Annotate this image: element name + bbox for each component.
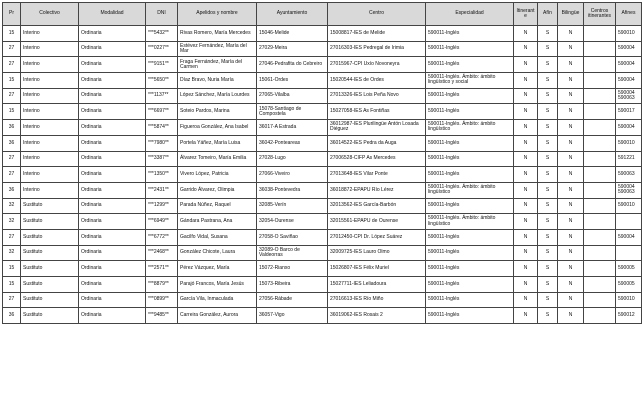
col-centros-itinerantes-cell	[584, 41, 616, 57]
col-ayuntamiento-cell: 32089-O Barco de Valdeorras	[257, 245, 328, 261]
col-especialidad-header: Especialidad	[426, 3, 514, 26]
table-row	[3, 308, 642, 324]
col-ayuntamiento-cell: 36057-Vigo	[257, 308, 328, 324]
col-modalidad-cell: Ordinaria	[79, 229, 146, 245]
col-dni-cell: ***2468**	[146, 245, 178, 261]
col-afin-cell: S	[538, 73, 558, 89]
col-pr-cell: 27	[3, 57, 21, 73]
col-centro-cell: 36018872-EPAPU Río Lérez	[328, 182, 426, 198]
col-itinerante-cell: N	[514, 214, 538, 230]
col-itinerante-cell: N	[514, 151, 538, 167]
col-centro-cell: 15026807-IES Félix Muriel	[328, 261, 426, 277]
col-modalidad-header: Modalidad	[79, 3, 146, 26]
col-afines-cell: 590010	[616, 198, 642, 214]
col-centro-cell: 36019062-IES Rosais 2	[328, 308, 426, 324]
col-colectivo-cell: Sustituto	[21, 229, 79, 245]
col-ayuntamiento-cell: 27029-Meira	[257, 41, 328, 57]
col-ayuntamiento-cell: 32054-Ourense	[257, 214, 328, 230]
col-bilingue-cell: N	[558, 41, 584, 57]
col-ayuntamiento-cell: 15061-Ordes	[257, 73, 328, 89]
col-pr-cell: 27	[3, 292, 21, 308]
col-centros-itinerantes-cell	[584, 277, 616, 293]
col-centros-itinerantes-cell	[584, 308, 616, 324]
col-ayuntamiento-cell: 27056-Rábade	[257, 292, 328, 308]
col-modalidad-cell: Ordinaria	[79, 104, 146, 120]
table-row	[3, 261, 642, 277]
col-bilingue-cell: N	[558, 104, 584, 120]
col-ayuntamiento-cell: 27058-O Saviñao	[257, 229, 328, 245]
table-row	[3, 104, 642, 120]
col-bilingue-cell: N	[558, 167, 584, 183]
col-centros-itinerantes-cell	[584, 245, 616, 261]
col-colectivo-cell: Interino	[21, 73, 79, 89]
table-body	[3, 26, 642, 324]
col-afines-cell	[616, 245, 642, 261]
col-modalidad-cell: Ordinaria	[79, 135, 146, 151]
col-modalidad-cell: Ordinaria	[79, 214, 146, 230]
col-colectivo-header: Colectivo	[21, 3, 79, 26]
col-apelidos-cell: Soteio Pardos, Marina	[178, 104, 257, 120]
col-colectivo-cell: Interino	[21, 120, 79, 136]
col-itinerante-cell: N	[514, 73, 538, 89]
col-colectivo-cell: Sustituto	[21, 261, 79, 277]
col-pr-cell: 27	[3, 88, 21, 104]
col-modalidad-cell: Ordinaria	[79, 308, 146, 324]
col-ayuntamiento-cell: 36017-A Estrada	[257, 120, 328, 136]
col-colectivo-cell: Sustituto	[21, 308, 79, 324]
col-especialidad-cell: 590011-Inglés. Ámbito: ámbito lingüístico y social	[426, 73, 514, 89]
col-centros-itinerantes-cell	[584, 151, 616, 167]
table-row	[3, 57, 642, 73]
col-dni-cell: ***5432**	[146, 26, 178, 42]
col-colectivo-cell: Interino	[21, 41, 79, 57]
col-centros-itinerantes-cell	[584, 292, 616, 308]
col-pr-cell: 27	[3, 167, 21, 183]
col-especialidad-cell: 590011-Inglés	[426, 167, 514, 183]
col-dni-cell: ***5874**	[146, 120, 178, 136]
col-pr-cell: 36	[3, 135, 21, 151]
col-itinerante-cell: N	[514, 229, 538, 245]
col-afines-cell	[616, 214, 642, 230]
col-centros-itinerantes-cell	[584, 104, 616, 120]
col-bilingue-cell: N	[558, 182, 584, 198]
col-ayuntamiento-cell: 15073-Ribeira	[257, 277, 328, 293]
col-afines-cell: 590010	[616, 26, 642, 42]
col-centros-itinerantes-cell	[584, 167, 616, 183]
col-afin-cell: S	[538, 88, 558, 104]
col-modalidad-cell: Ordinaria	[79, 57, 146, 73]
table-row	[3, 245, 642, 261]
col-bilingue-cell: N	[558, 214, 584, 230]
col-modalidad-cell: Ordinaria	[79, 41, 146, 57]
col-itinerante-cell: N	[514, 88, 538, 104]
col-colectivo-cell: Interino	[21, 135, 79, 151]
col-bilingue-cell: N	[558, 26, 584, 42]
col-apelidos-cell: Parajó Francos, María Jesús	[178, 277, 257, 293]
col-afin-cell: S	[538, 229, 558, 245]
col-afin-cell: S	[538, 182, 558, 198]
col-ayuntamiento-cell: 27065-Vilalba	[257, 88, 328, 104]
col-centro-cell: 36012987-IES Plurilingüe Antón Losada Diéguez	[328, 120, 426, 136]
col-afin-cell: S	[538, 245, 558, 261]
col-apelidos-cell: Fraga Fernández, María del Carmen	[178, 57, 257, 73]
col-apelidos-cell: García Vila, Inmaculada	[178, 292, 257, 308]
assignments-table	[2, 2, 642, 324]
col-apelidos-cell: Parada Núñez, Raquel	[178, 198, 257, 214]
col-dni-cell: ***1299**	[146, 198, 178, 214]
col-especialidad-cell: 590011-Inglés	[426, 41, 514, 57]
col-afines-cell: 591221	[616, 151, 642, 167]
col-apelidos-cell: Pérez Vázquez, María	[178, 261, 257, 277]
col-itinerante-cell: N	[514, 57, 538, 73]
col-dni-cell: ***5650**	[146, 73, 178, 89]
col-bilingue-cell: N	[558, 120, 584, 136]
col-centro-cell: 27012450-CPI Dr. López Suárez	[328, 229, 426, 245]
col-bilingue-cell: N	[558, 229, 584, 245]
col-dni-cell: ***2431**	[146, 182, 178, 198]
col-apelidos-cell: Portela Yáñez, María Luisa	[178, 135, 257, 151]
col-pr-cell: 15	[3, 261, 21, 277]
col-apelidos-cell: Álvarez Tomeiro, María Emilia	[178, 151, 257, 167]
col-bilingue-cell: N	[558, 245, 584, 261]
col-bilingue-cell: N	[558, 277, 584, 293]
col-centros-itinerantes-cell	[584, 57, 616, 73]
table-row	[3, 135, 642, 151]
col-dni-cell: ***6697**	[146, 104, 178, 120]
col-pr-cell: 36	[3, 120, 21, 136]
col-ayuntamiento-cell: 15046-Melide	[257, 26, 328, 42]
col-pr-cell: 27	[3, 151, 21, 167]
col-ayuntamiento-cell: 27028-Lugo	[257, 151, 328, 167]
col-centro-cell: 27006528-CIFP As Mercedes	[328, 151, 426, 167]
col-colectivo-cell: Sustituto	[21, 277, 79, 293]
col-especialidad-cell: 590011-Inglés	[426, 308, 514, 324]
col-ayuntamiento-cell: 36038-Pontevedra	[257, 182, 328, 198]
col-centros-itinerantes-cell	[584, 88, 616, 104]
col-afin-cell: S	[538, 167, 558, 183]
col-pr-cell: 32	[3, 198, 21, 214]
col-dni-cell: ***6949**	[146, 214, 178, 230]
col-apelidos-cell: Gándara Pastrana, Ana	[178, 214, 257, 230]
col-dni-cell: ***2571**	[146, 261, 178, 277]
col-dni-cell: ***0227**	[146, 41, 178, 57]
col-pr-cell: 36	[3, 308, 21, 324]
col-itinerante-cell: N	[514, 135, 538, 151]
col-itinerante-cell: N	[514, 277, 538, 293]
table-row	[3, 229, 642, 245]
col-colectivo-cell: Interino	[21, 26, 79, 42]
col-afin-cell: S	[538, 151, 558, 167]
col-apelidos-cell: Figueroa González, Ana Isabel	[178, 120, 257, 136]
col-afin-cell: S	[538, 292, 558, 308]
col-itinerante-cell: N	[514, 308, 538, 324]
col-especialidad-cell: 590011-Inglés	[426, 261, 514, 277]
col-itinerante-cell: N	[514, 104, 538, 120]
col-afines-cell: 590004 590063	[616, 182, 642, 198]
col-colectivo-cell: Interino	[21, 104, 79, 120]
col-colectivo-cell: Sustituto	[21, 214, 79, 230]
col-especialidad-cell: 590011-Inglés	[426, 198, 514, 214]
col-apelidos-cell: Rivas Romero, María Mercedes	[178, 26, 257, 42]
col-itinerante-cell: N	[514, 261, 538, 277]
col-apelidos-cell: Garrido Álvarez, Olimpia	[178, 182, 257, 198]
col-modalidad-cell: Ordinaria	[79, 120, 146, 136]
col-pr-cell: 15	[3, 26, 21, 42]
col-ayuntamiento-cell: 15078-Santiago de Compostela	[257, 104, 328, 120]
col-centros-itinerantes-cell	[584, 198, 616, 214]
col-centro-header: Centro	[328, 3, 426, 26]
table-row	[3, 41, 642, 57]
col-pr-cell: 15	[3, 277, 21, 293]
col-bilingue-cell: N	[558, 198, 584, 214]
table-row	[3, 151, 642, 167]
col-modalidad-cell: Ordinaria	[79, 292, 146, 308]
col-especialidad-cell: 590011-Inglés	[426, 26, 514, 42]
col-afin-cell: S	[538, 214, 558, 230]
col-pr-cell: 27	[3, 229, 21, 245]
col-modalidad-cell: Ordinaria	[79, 151, 146, 167]
col-dni-cell: ***9151**	[146, 57, 178, 73]
col-apelidos-cell: Vivero López, Patricia	[178, 167, 257, 183]
table-row	[3, 26, 642, 42]
col-centro-cell: 27013648-IES Vilar Ponte	[328, 167, 426, 183]
col-especialidad-cell: 590011-Inglés	[426, 135, 514, 151]
col-especialidad-cell: 590011-Inglés. Ámbito: ámbito lingüístico	[426, 120, 514, 136]
col-afines-cell: 590005	[616, 277, 642, 293]
col-colectivo-cell: Sustituto	[21, 198, 79, 214]
col-pr-header: Pr	[3, 3, 21, 26]
col-ayuntamiento-cell: 32085-Verín	[257, 198, 328, 214]
col-dni-cell: ***7980**	[146, 135, 178, 151]
col-afines-cell: 590012	[616, 308, 642, 324]
col-modalidad-cell: Ordinaria	[79, 198, 146, 214]
col-pr-cell: 15	[3, 73, 21, 89]
table-row	[3, 292, 642, 308]
col-pr-cell: 15	[3, 104, 21, 120]
table-header	[3, 3, 642, 26]
table-row	[3, 214, 642, 230]
col-centros-itinerantes-cell	[584, 120, 616, 136]
col-afines-cell: 590004	[616, 73, 642, 89]
col-afines-cell: 590004	[616, 120, 642, 136]
col-afin-cell: S	[538, 57, 558, 73]
col-itinerante-cell: N	[514, 26, 538, 42]
col-especialidad-cell: 590011-Inglés	[426, 292, 514, 308]
col-bilingue-cell: N	[558, 88, 584, 104]
col-afin-cell: S	[538, 198, 558, 214]
col-especialidad-cell: 590011-Inglés	[426, 151, 514, 167]
col-modalidad-cell: Ordinaria	[79, 167, 146, 183]
col-ayuntamiento-cell: 15072-Rianxo	[257, 261, 328, 277]
col-afin-cell: S	[538, 135, 558, 151]
table-row	[3, 88, 642, 104]
col-centro-cell: 15008817-IES de Melide	[328, 26, 426, 42]
col-colectivo-cell: Interino	[21, 88, 79, 104]
header-row	[3, 3, 642, 26]
table-row	[3, 167, 642, 183]
col-modalidad-cell: Ordinaria	[79, 245, 146, 261]
table-row	[3, 198, 642, 214]
col-bilingue-cell: N	[558, 292, 584, 308]
col-modalidad-cell: Ordinaria	[79, 261, 146, 277]
col-pr-cell: 32	[3, 245, 21, 261]
col-colectivo-cell: Sustituto	[21, 245, 79, 261]
col-centro-cell: 32015561-EPAPU de Ourense	[328, 214, 426, 230]
col-modalidad-cell: Ordinaria	[79, 26, 146, 42]
col-colectivo-cell: Sustituto	[21, 292, 79, 308]
col-afines-header: Afines	[616, 3, 642, 26]
col-especialidad-cell: 590011-Inglés	[426, 88, 514, 104]
col-afin-cell: S	[538, 26, 558, 42]
col-afin-cell: S	[538, 120, 558, 136]
col-bilingue-header: Bilingüe	[558, 3, 584, 26]
col-pr-cell: 36	[3, 182, 21, 198]
col-modalidad-cell: Ordinaria	[79, 182, 146, 198]
col-especialidad-cell: 590011-Inglés	[426, 104, 514, 120]
col-ayuntamiento-cell: 27066-Viveiro	[257, 167, 328, 183]
col-centro-cell: 27015967-CPI Uxío Novoneyra	[328, 57, 426, 73]
col-dni-cell: ***0899**	[146, 292, 178, 308]
col-centro-cell: 27016303-IES Pedregal de Irimia	[328, 41, 426, 57]
col-afines-cell: 590004	[616, 229, 642, 245]
col-ayuntamiento-header: Ayuntamiento	[257, 3, 328, 26]
col-afin-cell: S	[538, 41, 558, 57]
col-centros-itinerantes-cell	[584, 229, 616, 245]
col-centros-itinerantes-cell	[584, 261, 616, 277]
col-itinerante-cell: N	[514, 41, 538, 57]
col-centros-itinerantes-header: Centros itinerantes	[584, 3, 616, 26]
col-afin-cell: S	[538, 261, 558, 277]
col-centro-cell: 15027058-IES As Fontiñas	[328, 104, 426, 120]
col-ayuntamiento-cell: 36042-Ponteareas	[257, 135, 328, 151]
col-dni-header: DNI	[146, 3, 178, 26]
col-especialidad-cell: 590011-Inglés. Ámbito: ámbito lingüístico	[426, 182, 514, 198]
col-afin-cell: S	[538, 104, 558, 120]
col-apelidos-cell: López Sánchez, María Lourdes	[178, 88, 257, 104]
col-ayuntamiento-cell: 27046-Pedrafita do Cebreiro	[257, 57, 328, 73]
col-itinerante-cell: N	[514, 198, 538, 214]
col-apelidos-cell: Gacilfo Vidal, Susana	[178, 229, 257, 245]
col-dni-cell: ***3387**	[146, 151, 178, 167]
col-apelidos-cell: Estévez Fernández, María del Mar	[178, 41, 257, 57]
col-afin-cell: S	[538, 308, 558, 324]
col-dni-cell: ***1137**	[146, 88, 178, 104]
col-bilingue-cell: N	[558, 261, 584, 277]
col-colectivo-cell: Interino	[21, 182, 79, 198]
col-centros-itinerantes-cell	[584, 73, 616, 89]
col-modalidad-cell: Ordinaria	[79, 277, 146, 293]
col-centros-itinerantes-cell	[584, 135, 616, 151]
col-apelidos-cell: González Chicote, Laura	[178, 245, 257, 261]
col-especialidad-cell: 590011-Inglés	[426, 277, 514, 293]
col-bilingue-cell: N	[558, 308, 584, 324]
table-row	[3, 182, 642, 198]
col-centro-cell: 36014522-IES Pedra da Auga	[328, 135, 426, 151]
col-colectivo-cell: Interino	[21, 57, 79, 73]
col-afines-cell: 590005	[616, 261, 642, 277]
col-bilingue-cell: N	[558, 57, 584, 73]
col-afines-cell: 590004 590063	[616, 88, 642, 104]
col-afin-header: Afín	[538, 3, 558, 26]
col-dni-cell: ***1350**	[146, 167, 178, 183]
col-afines-cell: 590010	[616, 292, 642, 308]
col-apelidos-header: Apelidos y nombre	[178, 3, 257, 26]
col-centros-itinerantes-cell	[584, 26, 616, 42]
col-especialidad-cell: 590011-Inglés	[426, 229, 514, 245]
col-centro-cell: 32009725-IES Lauro Olmo	[328, 245, 426, 261]
table-wrapper	[2, 2, 636, 324]
col-apelidos-cell: Carreira González, Aurora	[178, 308, 257, 324]
col-itinerante-cell: N	[514, 292, 538, 308]
col-pr-cell: 32	[3, 214, 21, 230]
table-row	[3, 73, 642, 89]
col-centro-cell: 15027711-IES Leliadoura	[328, 277, 426, 293]
col-afines-cell: 590063	[616, 167, 642, 183]
col-itinerante-header: Itinerante	[514, 3, 538, 26]
table-row	[3, 277, 642, 293]
col-colectivo-cell: Interino	[21, 167, 79, 183]
col-itinerante-cell: N	[514, 167, 538, 183]
col-dni-cell: ***8879**	[146, 277, 178, 293]
col-dni-cell: ***6772**	[146, 229, 178, 245]
col-especialidad-cell: 590011-Inglés	[426, 245, 514, 261]
col-afines-cell: 590004	[616, 41, 642, 57]
col-bilingue-cell: N	[558, 73, 584, 89]
col-especialidad-cell: 590011-Inglés	[426, 57, 514, 73]
col-itinerante-cell: N	[514, 120, 538, 136]
col-itinerante-cell: N	[514, 182, 538, 198]
col-modalidad-cell: Ordinaria	[79, 73, 146, 89]
col-dni-cell: ***9485**	[146, 308, 178, 324]
col-pr-cell: 27	[3, 41, 21, 57]
col-modalidad-cell: Ordinaria	[79, 88, 146, 104]
col-centro-cell: 27016613-IES Río Miño	[328, 292, 426, 308]
col-centros-itinerantes-cell	[584, 182, 616, 198]
col-afines-cell: 590017	[616, 104, 642, 120]
col-bilingue-cell: N	[558, 151, 584, 167]
col-centro-cell: 27013326-IES Lois Peña Novo	[328, 88, 426, 104]
col-itinerante-cell: N	[514, 245, 538, 261]
col-especialidad-cell: 590011-Inglés. Ámbito: ámbito lingüístico	[426, 214, 514, 230]
col-afines-cell: 590010	[616, 135, 642, 151]
col-bilingue-cell: N	[558, 135, 584, 151]
col-apelidos-cell: Díaz Bravo, Nuria María	[178, 73, 257, 89]
col-centros-itinerantes-cell	[584, 214, 616, 230]
col-colectivo-cell: Interino	[21, 151, 79, 167]
col-afin-cell: S	[538, 277, 558, 293]
col-centro-cell: 15020544-IES de Ordes	[328, 73, 426, 89]
table-row	[3, 120, 642, 136]
col-afines-cell: 590004	[616, 57, 642, 73]
col-centro-cell: 32013562-IES García-Barbón	[328, 198, 426, 214]
